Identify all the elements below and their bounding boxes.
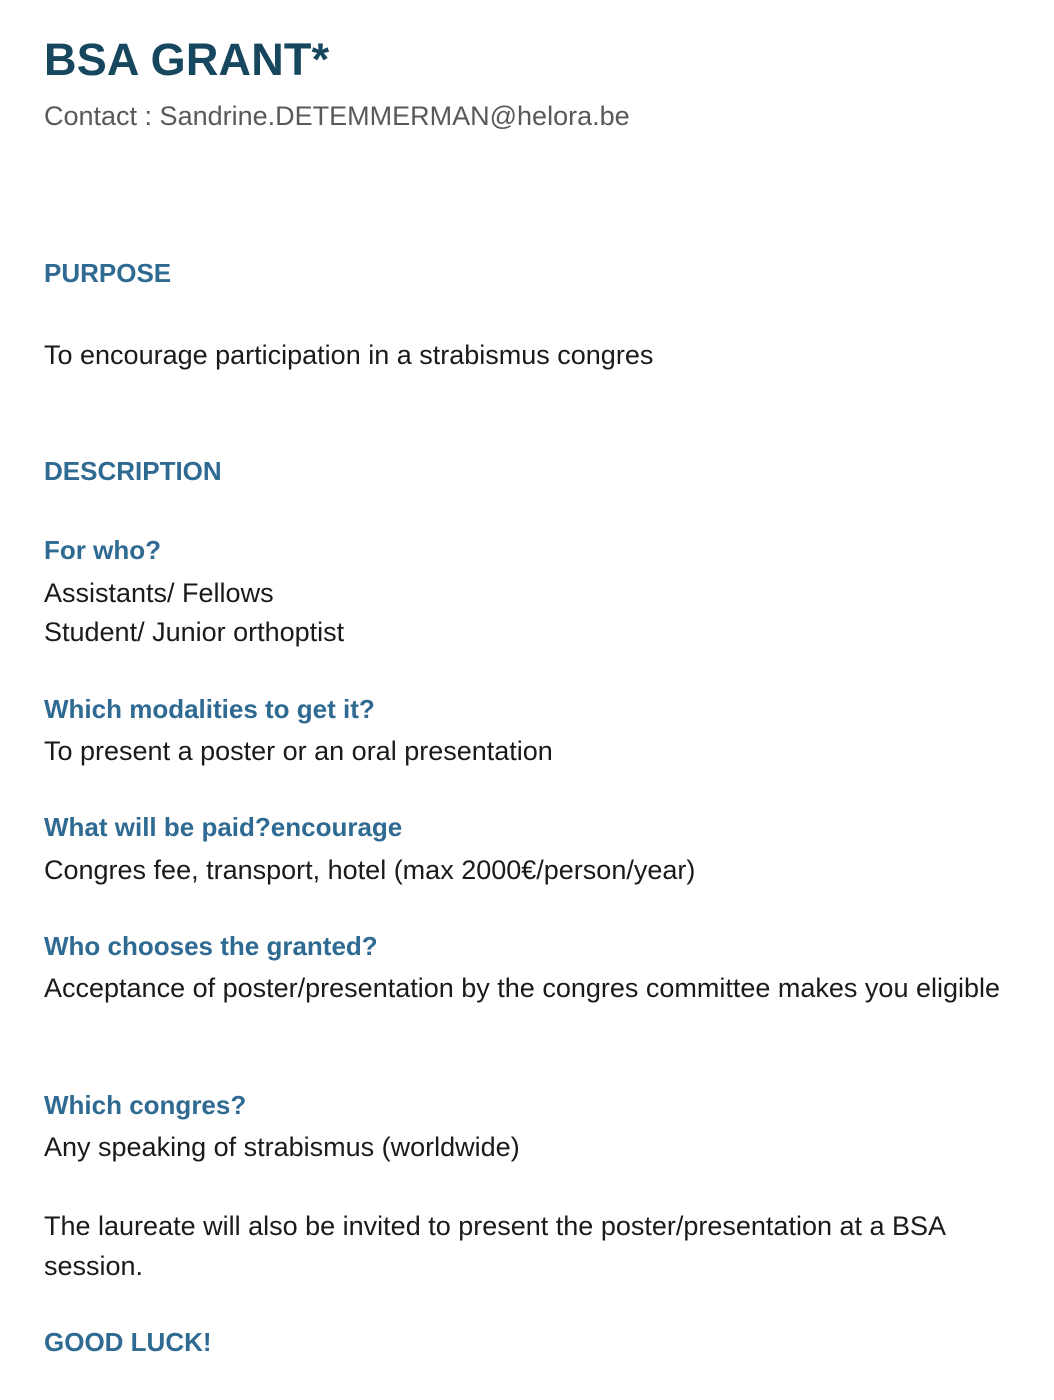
closing-text: GOOD LUCK! [44,1327,212,1357]
for-who-answer-1: Assistants/ Fellows [44,578,274,608]
modalities-question: Which modalities to get it? [44,694,375,724]
paid-answer: Congres fee, transport, hotel (max 2000€/person/year) [44,855,696,885]
paid-question: What will be paid?encourage [44,812,403,842]
for-who-question: For who? [44,535,161,565]
congres-question: Which congres? [44,1090,247,1120]
purpose-text: To encourage participation in a strabismus congres [44,340,654,370]
modalities-answer: To present a poster or an oral presentation [44,736,553,766]
laureate-note: The laureate will also be invited to present the poster/presentation at a BSA session. [44,1211,945,1281]
congres-answer: Any speaking of strabismus (worldwide) [44,1132,520,1162]
chooses-question: Who chooses the granted? [44,931,378,961]
purpose-heading: PURPOSE [44,258,172,288]
page-title: BSA GRANT* [44,34,330,85]
chooses-answer: Acceptance of poster/presentation by the congres committee makes you eligible [44,973,1001,1003]
contact-line: Contact : Sandrine.DETEMMERMAN@helora.be [44,101,630,131]
for-who-answer-2: Student/ Junior orthoptist [44,617,345,647]
description-heading: DESCRIPTION [44,456,222,486]
